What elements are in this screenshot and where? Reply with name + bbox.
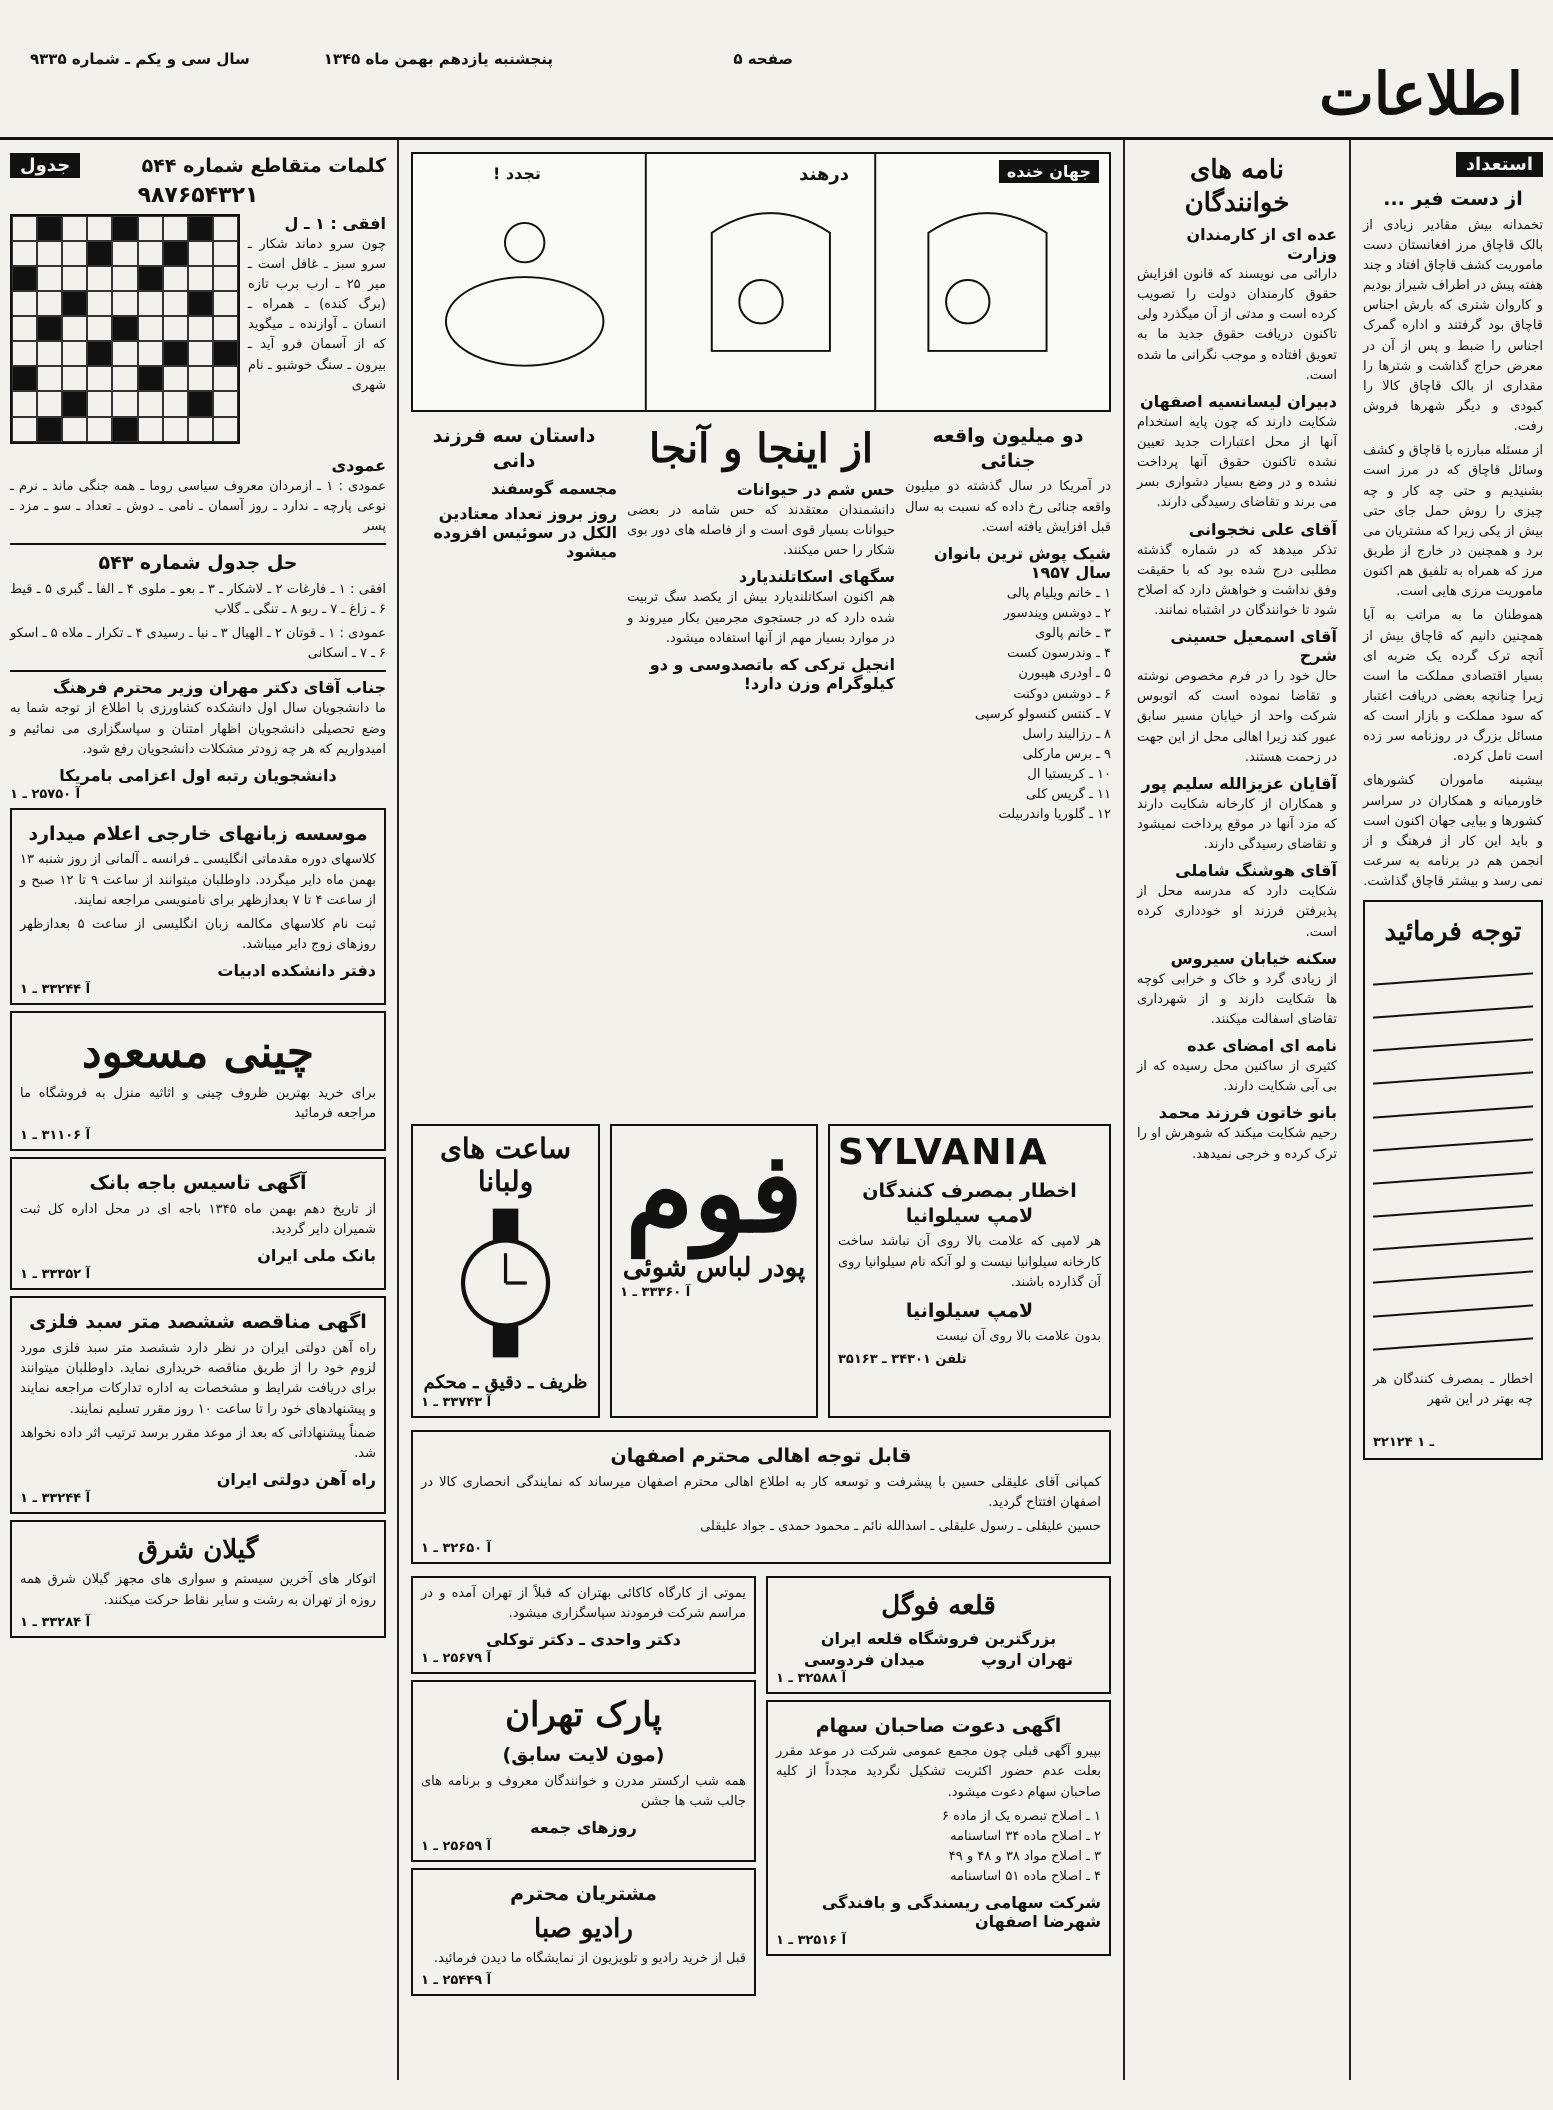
section-heading: از اینجا و آنجا bbox=[648, 425, 874, 472]
park-text: همه شب ارکستر مدرن و خوانندگان معروف و برنامه های جالب شب ها جشن bbox=[421, 1773, 746, 1809]
tender-phone: آ ۳۳۲۴۴ ـ ۱ bbox=[20, 1490, 91, 1506]
list-item: ۲ ـ دوشس ویندسور bbox=[1003, 605, 1111, 621]
letter-body: از زیادی گرد و خاک و خرابی کوچه ها شکایت دارند و از شهرداری تقاضای اسفالت میکنند. bbox=[1137, 971, 1337, 1027]
crossword-title: کلمات متقاطع شماره ۵۴۴ bbox=[141, 155, 386, 177]
solution-down: عمودی : ۱ ـ قوتان ۲ ـ الهیال ۳ ـ نیا ـ رسیدی ۴ ـ تکرار ـ ملاه ۵ ـ اسکو ۶ ـ ۷ ـ اسکانی bbox=[10, 626, 386, 662]
column-letters bbox=[1127, 140, 1347, 2080]
crossword-numbers: ۹۸۷۶۵۴۳۲۱ bbox=[137, 182, 259, 208]
editorial-paragraph: تخمدانه بیش مقادیر زیادی از بالک قاچاق مرز افغانستان دست ماموریت کشف قاچاق افتاد و چند هفته پیش در اطراف شیراز بودیم و کاروان شتری که بارش اجناس قاچاق بود گرفتند و اداره گمرک اجناس را ضبط و پس از آن در معرض حراج گذاشت و شترها را مقداری از بالک قاچاق کالا را کبودی و دیگر شهرها فروش رفت. bbox=[1363, 217, 1543, 435]
story-subheading: انجیل ترکی که باتصدوسی و دو کیلوگرام وزن دارد! bbox=[649, 654, 895, 693]
watch-tagline: ظریف ـ دقیق ـ محکم bbox=[423, 1372, 588, 1393]
thanks-signature: دکتر واحدی ـ دکتر توکلی bbox=[486, 1630, 681, 1650]
story-heading: دو میلیون واقعه جنائی bbox=[932, 425, 1084, 472]
watch-ad bbox=[411, 1124, 600, 1418]
letter-body: کثیری از ساکنین محل رسیده که از بی آبی شکایت دارند. bbox=[1137, 1059, 1337, 1095]
page-number: صفحه ۵ bbox=[733, 50, 793, 68]
crossword-label: جدول bbox=[10, 153, 80, 178]
tender-heading: اگهی مناقصه ششصد متر سبد فلزی bbox=[29, 1311, 367, 1334]
watch-title: ساعت های ولبانا bbox=[439, 1132, 572, 1198]
shop-branch: میدان فردوسی bbox=[804, 1649, 925, 1669]
story-subheading: روز بروز تعداد معتادین الکل در سوئیس افزوده میشود bbox=[433, 504, 618, 562]
letter-title: سکنه خیابان سیروس bbox=[1170, 948, 1337, 968]
list-item: ۳ ـ خانم پالوی bbox=[1035, 626, 1111, 642]
newspaper-title: اطلاعات bbox=[1319, 60, 1523, 128]
isfahan-text: کمپانی آقای علیقلی حسین با پیشرفت و توسعه کار به اطلاع اهالی محترم اصفهان میرساند که نمایندگی انحصاری کالا در اصفهان افتتاح گردید. bbox=[421, 1474, 1101, 1510]
language-institute-ad bbox=[10, 808, 386, 1005]
notice-text: اخطار ـ بمصرف کنندگان هر چه بهتر در این شهر bbox=[1373, 1371, 1533, 1407]
story-paragraph: دانشمندان معتقدند که حس شامه در بعضی حیوانات بسیار قوی است و از فاصله های دور بوی شکار را حس میکنند. bbox=[627, 503, 895, 559]
radio-phone: آ ۲۵۴۴۹ ـ ۱ bbox=[421, 1973, 492, 1989]
park-subheading: (مون لایت سابق) bbox=[502, 1743, 665, 1766]
letter-title: نامه ای امضای عده bbox=[1187, 1036, 1337, 1056]
shareholders-signature: شرکت سهامی ریسندگی و بافندگی شهرضا اصفهان bbox=[821, 1893, 1101, 1932]
park-phone: آ ۲۵۶۵۹ ـ ۱ bbox=[421, 1838, 492, 1854]
letter-heading: جناب آقای دکتر مهران وزیر محترم فرهنگ bbox=[53, 678, 386, 698]
letter-title: دبیران لیسانسیه اصفهان bbox=[1139, 391, 1337, 411]
language-text: ثبت نام کلاسهای مکالمه زبان انگلیسی از ساعت ۵ بعدازظهر روزهای زوج دایر میباشد. bbox=[20, 916, 376, 953]
cartoon-panel bbox=[411, 152, 1111, 412]
crossword-down-label: عمودی bbox=[331, 455, 386, 475]
list-item: ۱۱ ـ گریس کلی bbox=[1025, 787, 1111, 803]
tender-text: ضمناً پیشنهاداتی که بعد از موعد مقرر برسد ترتیب اثر داده نخواهد شد. bbox=[20, 1425, 376, 1461]
column-editorial bbox=[1353, 140, 1553, 2080]
shop-phone: آ ۳۲۵۸۸ ـ ۱ bbox=[776, 1670, 847, 1686]
foam-logo: فوم bbox=[625, 1128, 803, 1257]
solution-across: افقی : ۱ ـ فارغات ۲ ـ لاشکار ـ ۳ ـ بعو ـ ملوی ۴ ـ الفا ـ گبری ۵ ـ قیط ۶ ـ زاغ ـ ۷ ـ ربو ۸ ـ تنگی ـ گلاب bbox=[10, 581, 386, 617]
notice-phone: ۳۲۱۲۴ ـ ۱ bbox=[1373, 1435, 1435, 1451]
solution-title: حل جدول شماره ۵۴۳ bbox=[98, 552, 298, 575]
letter-title: آقای هوشنگ شاملی bbox=[1175, 861, 1337, 881]
letter-body: شکایت دارند که چون پایه استخدام آنها از محل اعتبارات جدید تعیین نشده تاکنون حقوق آنها پرداخت نشده و در وضع بسیار دشواری بسر می برند و تقاضای رسیدگی دارند. bbox=[1137, 414, 1337, 511]
editorial-paragraph: هموطنان ما به مراتب به آیا همچنین دانیم که قاچاق بیش از آنچه ترک گرده یک ضربه ای بسیار اقتصادی مملکت ما است زیرا چنانچه بعضی دریافت اعتبار که سود مملکت و بازار است که مسائل بزرگ در روزنامه سر زده است تامل کرده. bbox=[1363, 608, 1543, 765]
column-left bbox=[0, 140, 396, 2080]
gilan-heading: گیلان شرق bbox=[137, 1534, 259, 1565]
editorial-paragraph: بیشینه ماموران کشورهای خاورمیانه و همکاران در سراسر کشورها و بیایی جهان اکنون است و باید این کار از فرهنگ و از انجمن هم در برنامه به سرعت نمی رسد و بیشتر قاچاق گذاشت. bbox=[1363, 773, 1543, 890]
cartoon-caption: تجدد ! bbox=[493, 164, 541, 183]
sylvania-phone: تلفن ۳۴۳۰۱ ـ ۳۵۱۶۳ bbox=[837, 1351, 967, 1367]
letter-body: رحیم شکایت میکند که شوهرش او را ترک کرده و خرجی نمیدهد. bbox=[1137, 1126, 1337, 1162]
bank-signature: بانک ملی ایران bbox=[257, 1246, 376, 1266]
sylvania-brand: SYLVANIA bbox=[837, 1132, 1049, 1173]
bank-text: از تاریخ دهم بهمن ماه ۱۳۴۵ باجه ای در محل اداره کل ثبت شمیران دایر گردید. bbox=[20, 1202, 376, 1238]
story-subheading: سگهای اسکاتلندیارد bbox=[738, 567, 895, 587]
shareholders-heading: اگهی دعوت صاحبان سهام bbox=[815, 1714, 1062, 1737]
list-item: ۴ ـ وندرسون کست bbox=[1007, 646, 1111, 662]
masthead bbox=[0, 0, 1553, 140]
story-paragraph: هم اکنون اسکاتلندیارد بیش از یکصد سگ تربیت شده دارد که در جستجوی مجرمین بکار میروند و در موارد بسیار مهم از آنها استفاده میشود. bbox=[627, 590, 895, 646]
story-subheading: حس شم در حیوانات bbox=[736, 480, 895, 499]
shareholders-notice bbox=[766, 1700, 1111, 1957]
letters-heading: نامه های خوانندگان bbox=[1184, 155, 1290, 218]
park-ad bbox=[411, 1680, 756, 1861]
gilan-phone: آ ۳۳۲۸۴ ـ ۱ bbox=[20, 1614, 91, 1630]
story-column-center bbox=[627, 418, 895, 825]
ads-section bbox=[401, 1110, 1121, 2080]
editorial-paragraph: از مسئله مبارزه با قاچاق و کشف وسائل قاچاق که در مرز است بشنیدیم و حتی چه کار و چه چیزی را روش حمل جای حتی بیش از یکی زیرا که مشتریان می برد و همچنین در خارج از طریق مرز که همراه به تلفیق هم اکنون ماموریت مرزی هایی است. bbox=[1362, 443, 1543, 600]
china-phone: آ ۳۱۱۰۶ ـ ۱ bbox=[20, 1128, 91, 1144]
cartoon-label: جهان خنده bbox=[999, 160, 1099, 183]
crossword-grid bbox=[10, 214, 240, 444]
sylvania-text: بدون علامت بالا روی آن نیست bbox=[936, 1329, 1101, 1345]
agenda-item: ۳ ـ اصلاح مواد ۳۸ و ۴۸ و ۴۹ bbox=[948, 1849, 1101, 1864]
letter-title: آقای علی نخجوانی bbox=[1188, 519, 1337, 539]
isfahan-heading: قابل توجه اهالی محترم اصفهان bbox=[610, 1445, 912, 1467]
shop-branch: تهران اروپ bbox=[981, 1649, 1073, 1669]
issue-number: سال سی و یکم ـ شماره ۹۳۳۵ bbox=[30, 50, 250, 68]
letter-body: حال خود را در فرم مخصوص نوشته و تقاضا نموده است که اتوبوس شرکت واحد از خیابان مسیر سابق عبور کند زیرا اهالی محل از این جهت در زحمت هستند. bbox=[1137, 669, 1337, 765]
radio-text: قبل از خرید رادیو و تلویزیون از نمایشگاه ما دیدن فرمائید. bbox=[433, 1951, 746, 1967]
agenda-item: ۴ ـ اصلاح ماده ۵۱ اساسنامه bbox=[950, 1869, 1101, 1885]
list-item: ۱۰ ـ کریستیا ال bbox=[1027, 767, 1111, 783]
shop-subheading: بزرگترین فروشگاه قلعه ایران bbox=[820, 1628, 1057, 1648]
column-logo: استعداد bbox=[1456, 152, 1543, 177]
shareholders-text: بپیرو آگهی قبلی چون مجمع عمومی شرکت در موعد مقرر بعلت عدم حضور اکثریت تشکیل نگردید مجدداً از کلیه صاحبان سهام دعوت میشود. bbox=[776, 1744, 1101, 1800]
list-item: ۵ ـ اودری هپبورن bbox=[1018, 666, 1111, 682]
language-phone: آ ۳۳۲۴۴ ـ ۱ bbox=[20, 982, 91, 998]
story-subheading: شیک پوش ترین بانوان سال ۱۹۵۷ bbox=[933, 543, 1111, 582]
letter-title: آقای اسمعیل حسینی شرح bbox=[1170, 627, 1337, 666]
tender-text: راه آهن دولتی ایران در نظر دارد ششصد متر سبد فلزی مورد لزوم خود را از طریق مناقصه خریداری نماید. داوطلبان میتوانند برای دریافت شرایط و مشخصات به اداره تدارکات مراجعه نمایند و پیشنهادهای خود را تا ساعت ۱۰ روز مقرر تسلیم نمایند. bbox=[20, 1341, 376, 1417]
foam-ad bbox=[610, 1124, 818, 1418]
watch-icon bbox=[421, 1198, 590, 1368]
gilan-ad bbox=[10, 1520, 386, 1638]
letter-phone: آ ۲۵۷۵۰ ـ ۱ bbox=[10, 786, 81, 802]
foam-tagline: پودر لباس شوئی bbox=[622, 1253, 806, 1283]
story-paragraph: در آمریکا در سال گذشته دو میلیون واقعه جنائی رخ داده که نسبت به سال قبل افزایش یافته است. bbox=[904, 479, 1111, 535]
letter-body: دارائی می نویسند که قانون افزایش حقوق کارمندان دولت را تصویب کرده است و مدتی از آن میگذرد ولی تاکنون دریافت حقوق جدید ما به تعویق افتاده و موجب نگرانی ما شده است. bbox=[1137, 267, 1337, 383]
shareholders-phone: آ ۳۲۵۱۶ ـ ۱ bbox=[776, 1933, 847, 1949]
shop-ad bbox=[766, 1576, 1111, 1694]
letter-body: شکایت دارد که مدرسه محل از پذیرفتن فرزند او خودداری کرده است. bbox=[1137, 884, 1337, 940]
isfahan-names: حسین علیقلی ـ رسول علیقلی ـ اسدالله نائم ـ محمود حمدی ـ جواد علیقلی bbox=[700, 1518, 1101, 1534]
park-heading: پارک تهران bbox=[505, 1695, 662, 1736]
thanks-ad bbox=[411, 1576, 756, 1674]
agenda-item: ۲ ـ اصلاح ماده ۳۴ اساسنامه bbox=[950, 1828, 1101, 1844]
isfahan-ad bbox=[411, 1430, 1111, 1564]
handwritten-notice bbox=[1363, 900, 1543, 1460]
foam-phone: آ ۳۳۳۶۰ ـ ۱ bbox=[620, 1285, 691, 1300]
radio-name: رادیو صبا bbox=[534, 1913, 633, 1944]
sylvania-subheading: لامپ سیلوانیا bbox=[905, 1299, 1034, 1322]
crossword-across-label: افقی : ۱ ـ ل bbox=[284, 213, 386, 233]
language-signature: دفتر دانشکده ادبیات bbox=[217, 961, 376, 981]
cartoon-title: درهند bbox=[799, 164, 849, 185]
notice-heading: توجه فرمائید bbox=[1384, 917, 1522, 948]
story-column-left bbox=[411, 418, 617, 825]
china-text: برای خرید بهترین ظروف چینی و اثاثیه منزل به فروشگاه ما مراجعه فرمائید bbox=[20, 1086, 376, 1122]
radio-heading: مشتریان محترم bbox=[510, 1882, 657, 1905]
china-ad bbox=[10, 1011, 386, 1151]
letter-title: آقایان عزیزالله سلیم پور bbox=[1141, 773, 1337, 793]
watch-phone: آ ۳۳۷۴۳ ـ ۱ bbox=[421, 1395, 492, 1410]
bank-phone: آ ۳۳۳۵۲ ـ ۱ bbox=[20, 1267, 91, 1283]
list-item: ۷ ـ کنتس کنسولو کرسپی bbox=[974, 706, 1111, 722]
list-item: ۱ ـ خانم ویلیام پالی bbox=[1006, 585, 1111, 601]
cartoon-drawing bbox=[413, 154, 1109, 410]
agenda-item: ۱ ـ اصلاح تبصره یک از ماده ۶ bbox=[942, 1808, 1101, 1824]
letter-signature: دانشجویان رتبه اول اعزامی بامریکا bbox=[59, 765, 337, 785]
tender-ad bbox=[10, 1296, 386, 1514]
issue-date: پنجشنبه یازدهم بهمن ماه ۱۳۴۵ bbox=[323, 50, 553, 68]
crossword-across-clues: چون سرو دماند شکار ـ سرو سبز ـ غافل است ـ میر ۲۵ ـ ارب برب تازه (برگ کنده) ـ همراه ـ انسان ـ آوازنده ـ میگوید که از آسمان فرو آید ـ بیرون ـ سنگ خوشبو ـ نام شهری bbox=[248, 236, 386, 393]
shop-heading: قلعه فوگل bbox=[881, 1591, 996, 1622]
letter-title: عده ای از کارمندان وزارت bbox=[1186, 225, 1337, 263]
letter-title: بانو خاتون فرزند محمد bbox=[1158, 1103, 1337, 1123]
sylvania-text: هر لامپی که علامت بالا روی آن نباشد ساخت کارخانه سیلوانیا نیست و لو آنکه نام سیلوانیا روی آن گذارده باشند. bbox=[837, 1234, 1101, 1290]
list-item: ۸ ـ رزالیند راسل bbox=[1022, 726, 1111, 742]
crossword-down-clues: عمودی : ۱ ـ ازمردان معروف سیاسی روما ـ همه جنگی ماند ـ نرم ـ نوعی پارچه ـ ندارد ـ روز آسمان ـ نامی ـ دوش ـ تعداد ـ سو ـ مزد ـ پسر bbox=[10, 478, 386, 534]
radio-ad bbox=[411, 1868, 756, 1996]
story-heading: داستان سه فرزند دانی bbox=[432, 425, 596, 472]
china-heading: چینی مسعود bbox=[81, 1027, 315, 1079]
features-section bbox=[401, 140, 1121, 1110]
park-days: روزهای جمعه bbox=[530, 1817, 637, 1837]
sylvania-ad bbox=[828, 1124, 1111, 1418]
tender-signature: راه آهن دولتی ایران bbox=[216, 1469, 376, 1489]
list-item: ۹ ـ برس مارکلی bbox=[1022, 746, 1111, 762]
bank-ad bbox=[10, 1157, 386, 1290]
story-column-right bbox=[905, 418, 1111, 825]
sylvania-heading: اخطار بمصرف کنندگان لامپ سیلوانیا bbox=[862, 1180, 1077, 1227]
language-heading: موسسه زبانهای خارجی اعلام میدارد bbox=[28, 822, 368, 845]
bank-heading: آگهی تاسیس باجه بانک bbox=[89, 1172, 307, 1195]
list-item: ۱۲ ـ گلوریا واندربیلت bbox=[998, 807, 1111, 823]
gilan-text: اتوکار های آخرین سیستم و سواری های مجهز گیلان شرق همه روزه از تهران به رشت و سایر نقاط حرکت میکنند. bbox=[20, 1572, 376, 1608]
isfahan-phone: آ ۳۲۶۵۰ ـ ۱ bbox=[421, 1541, 492, 1557]
thanks-phone: آ ۲۵۶۷۹ ـ ۱ bbox=[421, 1651, 492, 1667]
list-item: ۶ ـ دوشس دوکنت bbox=[1013, 686, 1111, 702]
letter-text: ما دانشجویان سال اول دانشکده کشاورزی با اطلاع از توجه شما به وضع تحصیلی دانشجویان اظهار امتنان و سپاسگزاری می نمائیم و امیدواریم که هر چه زودتر مشکلات دانشجویان رفع شود. bbox=[10, 701, 386, 757]
thanks-text: یموتی از کارگاه کاکائی بهتران که قبلاً از تهران آمده و در مراسم شرکت فرمودند سپاسگزاری میشود. bbox=[421, 1586, 746, 1622]
editorial-heading: از دست فیر ... bbox=[1383, 188, 1523, 210]
language-text: کلاسهای دوره مقدماتی انگلیسی ـ فرانسه ـ آلمانی از روز شنبه ۱۳ بهمن ماه دایر میگردد. داوطلبان میتوانند از ساعت ۹ تا ۱۲ صبح و از ساعت ۴ تا ۷ بعدازظهر برای نامنویسی مراجعه نمایند. bbox=[20, 852, 376, 908]
letter-body: تذکر میدهد که در شماره گذشته مطلبی درج شده بود که با حقیقت وفق نداشت و خواهش دارد که اصلاح شود تا خوانندگان در اشتباه نمانند. bbox=[1137, 542, 1337, 618]
story-subheading: مجسمه گوسفند bbox=[490, 479, 618, 499]
letter-body: و همکاران از کارخانه شکایت دارند که مزد آنها در موقع پرداخت نمیشود و تقاضای رسیدگی دارند. bbox=[1137, 796, 1337, 853]
